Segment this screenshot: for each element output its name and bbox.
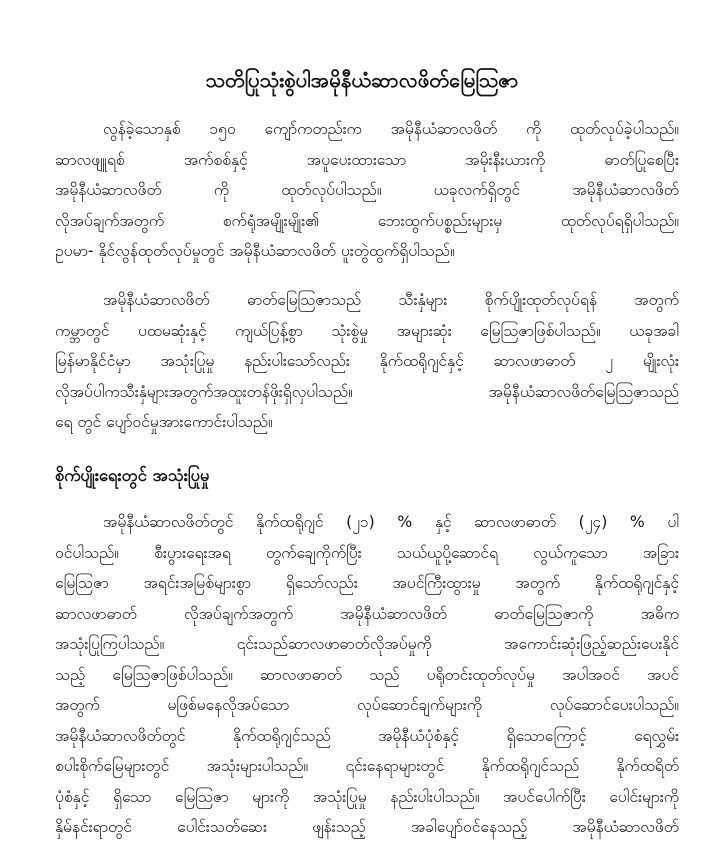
paragraph-line: ဥပမာ- နိုင်လွန်ထုတ်လုပ်မှုတွင် အမိုနီယံဆာလဖိတ် ပူးတွဲထွက်ရှိပါသည်။ [55, 242, 455, 260]
paragraph-line: အသုံးပြုကြပါသည်။ ၎င်းသည်ဆာလဖာဓာတ်လိုအပ်မှုကို အကောင်းဆုံးဖြည့်ဆည်းပေးနိုင် [55, 635, 679, 653]
paragraph-line: ဝင်ပါသည်။ စီးပွားရေးအရ တွက်ချေကိုက်ပြီး သယ်ယူပို့ဆောင်ရ လွယ်ကူသော အခြား [55, 543, 679, 562]
paragraph-line: သည့် မြေဩဇာဖြစ်ပါသည်။ ဆာလဖာဓာတ် သည် ပရိုတင်းထုတ်လုပ်မှု အပါအဝင် အပင် [55, 665, 679, 684]
document-title: သတိပြုသုံးစွဲပါအမိုနီယံဆာလဖိတ်မြေဩဇာ [205, 68, 519, 92]
paragraph-line: အမိုနီယံဆာလဖိတ် ကို ထုတ်လုပ်ပါသည်။ ယခုလက်ရှိတွင် အမိုနီယံဆာလဖိတ် [55, 181, 679, 199]
paragraph-history [55, 114, 679, 267]
paragraph-line: ဆာလဖျူရစ် အက်စစ်နှင့် အပူပေးထားသော အမိုးနီးယားကို ဓာတ်ပြုစေပြီး [55, 150, 679, 169]
paragraph-line: အမိုနီယံဆာလဖိတ်တွင် နိုက်ထရိုဂျင် (၂၁) % နှင့် ဆာလဖာဓာတ် (၂၄) % ပါ [103, 513, 679, 531]
paragraph-usage [55, 285, 679, 438]
paragraph-line: လိုအပ်ချက်အတွက် စက်ရုံအမျိုးမျိုး၏ ဘေးထွက်ပစ္စည်းများမှ ထုတ်လုပ်ရရှိပါသည်။ [55, 211, 679, 230]
paragraph-line: ကမ္ဘာတွင် ပထမဆုံးနှင့် ကျယ်ပြန့်စွာ သုံးစွဲမှု အများဆုံး မြေဩဇာဖြစ်ပါသည်။ ယခုအခါ [55, 321, 679, 340]
section-heading: စိုက်ပျိုးရေးတွင် အသုံးပြုမှု [55, 466, 210, 485]
paragraph-line: မြန်မာနိုင်ငံမှာ အသုံးပြုမှု နည်းပါးသော်လည်း နိုက်ထရိုဂျင်နှင့် ဆာလဖာဓာတ် ၂ မျိုးလုံး [55, 352, 679, 370]
paragraph-line: မြေဩဇာ အရင်းအမြစ်များစွာ ရှိသော်လည်း အပင်ကြီးထွားမှု အတွက် နိုက်ထရိုဂျင်နှင့် [55, 574, 679, 592]
paragraph-line: နှိမ်နင်းရာတွင် ပေါင်းသတ်ဆေး ဖျန်းသည့် အခါပျော်ဝင်နေသည့် အမိုနီယံဆာလဖိတ် [55, 818, 679, 836]
paragraph-line: ရေ တွင် ပျော်ဝင်မှုအားကောင်းပါသည်။ [55, 413, 273, 431]
paragraph-line: လိုအပ်ပါကသီးနှံများအတွက်အထူးတန်ဖိုးရှိလှပါသည်။ အမိုနီယံဆာလဖိတ်မြေဩဇာသည် [55, 382, 679, 401]
paragraph-line: ဆာလဖာဓာတ် လိုအပ်ချက်အတွက် အမိုနီယံဆာလဖိတ် ဓာတ်မြေဩဇာကို အဓိက [55, 604, 679, 623]
paragraph-line: ပုံစံနှင့် ရှိသော မြေဩဇာ များကို အသုံးပြုမှု နည်းပါးပါသည်။ အပင်ပေါက်ပြီး ပေါင်းများကို [55, 787, 679, 806]
paragraph-line: အမိုနီယံဆာလဖိတ်တွင် နိုက်ထရိုဂျင်သည် အမိုနီယံပုံစံနှင့် ရှိသောကြောင့် ရေလွှမ်း [55, 726, 679, 745]
paragraph-line: စပါးစိုက်မြေများတွင် အသုံးများပါသည်။ ၎င်းနေရာများတွင် နိုက်ထရိုဂျင်သည် နိုက်ထရိတ် [55, 757, 679, 775]
paragraph-line: အတွက် မဖြစ်မနေလိုအပ်သော လုပ်ဆောင်ချက်များကို လုပ်ဆောင်ပေးပါသည်။ [55, 696, 679, 714]
paragraph-agriculture [55, 507, 679, 843]
paragraph-line: အမိုနီယံဆာလဖိတ် ဓာတ်မြေဩဇာသည် သီးနှံများ စိုက်ပျိုးထုတ်လုပ်ရန် အတွက် [103, 291, 679, 309]
paragraph-line: လွန်ခဲ့သောနှစ် ၁၅၀ ကျော်ကတည်းက အမိုနီယံဆာလဖိတ် ကို ထုတ်လုပ်ခဲ့ပါသည်။ [103, 120, 679, 138]
